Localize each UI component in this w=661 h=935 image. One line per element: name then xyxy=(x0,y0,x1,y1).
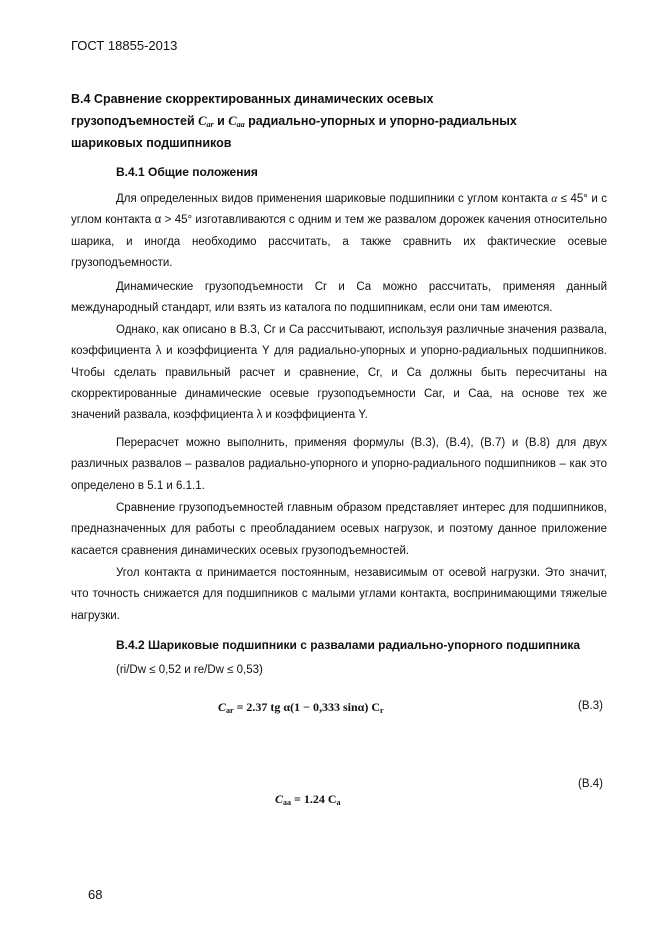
paragraph-text: Однако, как описано в В.3, Cr и Ca рассчитывают, используя различные значения развала, коэффициента λ и коэффициента Y для радиально-упорных и упорно-радиальных подшипников. Чтобы сделать правильный расчет и сравнение, Cr, и Ca должны быть пересчитаны на скорректированные динамические осевые грузоподъемности Car, и Caa, на основе тех же значений развала, коэффициента λ и коэффициента Y. xyxy=(71,324,607,422)
section-title-line1: B.4 Сравнение скорректированных динамических осевых xyxy=(71,92,434,106)
section-title-part: и xyxy=(213,114,229,128)
symbol-car xyxy=(198,114,213,128)
section-title-part: грузоподъемностей xyxy=(71,114,199,128)
formula-sub: ar xyxy=(226,706,234,715)
formula-number: (В.3) xyxy=(578,700,603,712)
paragraph xyxy=(71,277,607,320)
section-title-line3: шариковых подшипников xyxy=(71,136,232,150)
formula-b4 xyxy=(275,792,341,807)
formula-symbol: C xyxy=(275,792,284,806)
formula-number: (В.4) xyxy=(578,778,603,790)
section-title-part: радиально-упорных и упорно-радиальных xyxy=(244,114,517,128)
paragraph-text: Сравнение грузоподъемностей главным образом представляет интерес для подшипников, предназначенных для работы с преобладанием осевых нагрузок, и поэтому данное приложение касается сравнения динамических осевых грузоподъемностей. xyxy=(71,502,607,557)
formula-body: = 2.37 tg α(1 − 0,333 sinα) C xyxy=(233,700,380,714)
paragraph xyxy=(71,563,607,627)
symbol-sub: ar xyxy=(206,120,214,129)
formula-sub: r xyxy=(379,706,384,715)
condition-text: (ri/Dw ≤ 0,52 и re/Dw ≤ 0,53) xyxy=(116,664,263,676)
symbol-c: C xyxy=(228,114,237,128)
paragraph xyxy=(71,433,607,497)
paragraph-text: Угол контакта α принимается постоянным, независимым от осевой нагрузки. Это значит, что точность снижается для подшипников с малыми углами контакта, воспринимающими тяжелые нагрузки. xyxy=(71,567,607,622)
paragraph-text: Динамические грузоподъемности Cr и Ca можно рассчитать, применяя данный международный стандарт, или взять из каталога по подшипникам, если они там имеются. xyxy=(71,281,607,315)
paragraph-text: Для определенных видов применения шариковые подшипники с углом контакта xyxy=(116,193,548,205)
subsection-title: B.4.2 Шариковые подшипники с развалами радиально-упорного подшипника xyxy=(116,638,581,652)
formula-symbol: C xyxy=(218,700,227,714)
symbol-c: C xyxy=(198,114,207,128)
paragraph-text: Перерасчет можно выполнить, применяя формулы (В.3), (В.4), (В.7) и (В.8) для двух различных развалов – развалов радиально-упорного и упорно-радиального подшипников – как это определено в 5.1 и 6.1.1. xyxy=(71,437,607,492)
document-header: ГОСТ 18855-2013 xyxy=(71,38,178,53)
formula-body: = 1.24 C xyxy=(291,792,337,806)
paragraph-text: ≤ 45° и с углом контакта α > 45° изготавливаются с одним и тем же развалом дорожек качения относительно шарика, и иногда необходимо рассчитать, а также сравнить их фактические осевые грузоподъемности. xyxy=(71,193,608,269)
subsection-title: B.4.1 Общие положения xyxy=(116,165,258,179)
symbol-caa xyxy=(228,114,244,128)
symbol-sub: aa xyxy=(236,120,245,129)
paragraph xyxy=(71,498,607,562)
formula-b3 xyxy=(218,700,384,715)
paragraph xyxy=(71,320,607,426)
paragraph xyxy=(71,189,607,274)
formula-sub: aa xyxy=(283,798,292,807)
symbol-alpha: α xyxy=(551,193,558,205)
page-number: 68 xyxy=(88,887,103,902)
formula-sub: a xyxy=(336,798,341,807)
